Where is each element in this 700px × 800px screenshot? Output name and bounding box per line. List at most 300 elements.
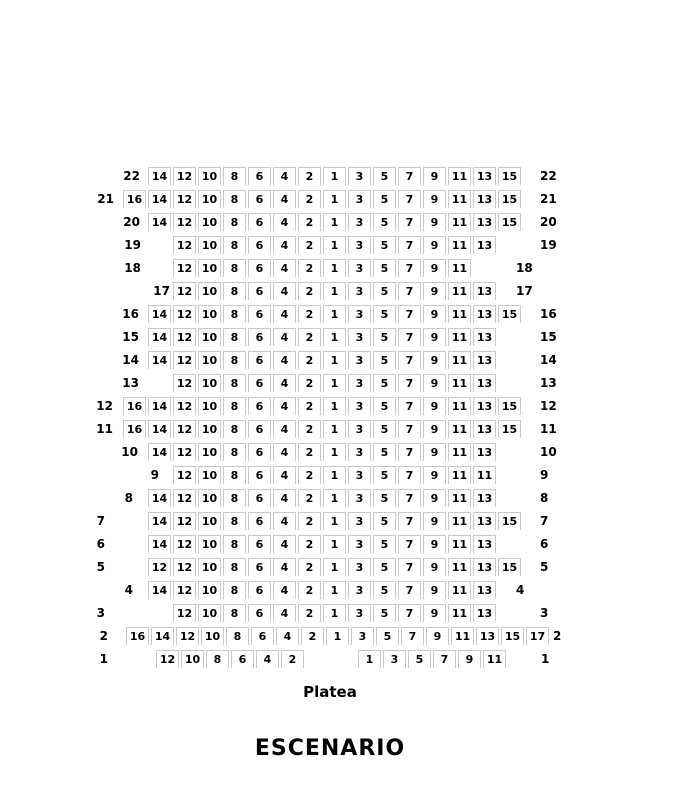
seat-row11-12[interactable]: 12 [173, 420, 196, 438]
seat-row12-15[interactable]: 15 [498, 397, 521, 415]
seat-row8-6[interactable]: 6 [248, 489, 271, 507]
seat-row11-5[interactable]: 5 [373, 420, 396, 438]
seat-row22-1[interactable]: 1 [323, 167, 346, 185]
seat-row18-2[interactable]: 2 [298, 259, 321, 277]
seat-row15-7[interactable]: 7 [398, 328, 421, 346]
seat-row9-5[interactable]: 5 [373, 466, 396, 484]
seat-row5-6[interactable]: 6 [248, 558, 271, 576]
seat-row17-2[interactable]: 2 [298, 282, 321, 300]
seat-row14-12[interactable]: 12 [173, 351, 196, 369]
seat-row21-6[interactable]: 6 [248, 190, 271, 208]
seat-row2-16[interactable]: 16 [126, 627, 149, 645]
seat-row22-12[interactable]: 12 [173, 167, 196, 185]
seat-row19-13[interactable]: 13 [473, 236, 496, 254]
seat-row8-8[interactable]: 8 [223, 489, 246, 507]
seat-row4-7[interactable]: 7 [398, 581, 421, 599]
seat-row5-14[interactable]: 12 [148, 558, 171, 576]
seat-row2-12[interactable]: 12 [176, 627, 199, 645]
seat-row2-9[interactable]: 9 [426, 627, 449, 645]
seat-row7-11[interactable]: 11 [448, 512, 471, 530]
seat-row3-12[interactable]: 12 [173, 604, 196, 622]
seat-row21-16[interactable]: 16 [123, 190, 146, 208]
seat-row2-7[interactable]: 7 [401, 627, 424, 645]
seat-row14-9[interactable]: 9 [423, 351, 446, 369]
seat-row21-7[interactable]: 7 [398, 190, 421, 208]
seat-row1-12[interactable]: 10 [181, 650, 204, 668]
seat-row15-13[interactable]: 13 [473, 328, 496, 346]
seat-row11-4[interactable]: 4 [273, 420, 296, 438]
seat-row13-4[interactable]: 4 [273, 374, 296, 392]
seat-row4-2[interactable]: 2 [298, 581, 321, 599]
seat-row13-1[interactable]: 1 [323, 374, 346, 392]
seat-row7-1[interactable]: 1 [323, 512, 346, 530]
seat-row8-3[interactable]: 3 [348, 489, 371, 507]
seat-row13-3[interactable]: 3 [348, 374, 371, 392]
seat-row9-1[interactable]: 1 [323, 466, 346, 484]
seat-row20-1[interactable]: 1 [323, 213, 346, 231]
seat-row3-9[interactable]: 9 [423, 604, 446, 622]
seat-row4-11[interactable]: 11 [448, 581, 471, 599]
seat-row12-9[interactable]: 9 [423, 397, 446, 415]
seat-row3-11[interactable]: 11 [448, 604, 471, 622]
seat-row14-6[interactable]: 6 [248, 351, 271, 369]
seat-row15-1[interactable]: 1 [323, 328, 346, 346]
seat-row20-12[interactable]: 12 [173, 213, 196, 231]
seat-row22-4[interactable]: 4 [273, 167, 296, 185]
seat-row20-2[interactable]: 2 [298, 213, 321, 231]
seat-row14-11[interactable]: 11 [448, 351, 471, 369]
seat-row5-8[interactable]: 8 [223, 558, 246, 576]
seat-row10-12[interactable]: 12 [173, 443, 196, 461]
seat-row6-5[interactable]: 5 [373, 535, 396, 553]
seat-row7-12[interactable]: 12 [173, 512, 196, 530]
seat-row6-8[interactable]: 8 [223, 535, 246, 553]
seat-row4-3[interactable]: 3 [348, 581, 371, 599]
seat-row9-13[interactable]: 11 [473, 466, 496, 484]
seat-row17-7[interactable]: 7 [398, 282, 421, 300]
seat-row22-5[interactable]: 5 [373, 167, 396, 185]
seat-row14-14[interactable]: 14 [148, 351, 171, 369]
seat-row18-10[interactable]: 10 [198, 259, 221, 277]
seat-row22-3[interactable]: 3 [348, 167, 371, 185]
seat-row4-6[interactable]: 6 [248, 581, 271, 599]
seat-row10-14[interactable]: 14 [148, 443, 171, 461]
seat-row19-1[interactable]: 1 [323, 236, 346, 254]
seat-row7-3[interactable]: 3 [348, 512, 371, 530]
seat-row1-13[interactable]: 11 [483, 650, 506, 668]
seat-row20-11[interactable]: 11 [448, 213, 471, 231]
seat-row15-8[interactable]: 8 [223, 328, 246, 346]
seat-row12-12[interactable]: 12 [173, 397, 196, 415]
seat-row4-1[interactable]: 1 [323, 581, 346, 599]
seat-row10-11[interactable]: 11 [448, 443, 471, 461]
seat-row3-3[interactable]: 3 [348, 604, 371, 622]
seat-row15-5[interactable]: 5 [373, 328, 396, 346]
seat-row10-10[interactable]: 10 [198, 443, 221, 461]
seat-row9-8[interactable]: 8 [223, 466, 246, 484]
seat-row1-11[interactable]: 9 [458, 650, 481, 668]
seat-row19-10[interactable]: 10 [198, 236, 221, 254]
seat-row18-7[interactable]: 7 [398, 259, 421, 277]
seat-row17-1[interactable]: 1 [323, 282, 346, 300]
seat-row20-13[interactable]: 13 [473, 213, 496, 231]
seat-row10-5[interactable]: 5 [373, 443, 396, 461]
seat-row3-4[interactable]: 4 [273, 604, 296, 622]
seat-row16-4[interactable]: 4 [273, 305, 296, 323]
seat-row11-11[interactable]: 11 [448, 420, 471, 438]
seat-row9-7[interactable]: 7 [398, 466, 421, 484]
seat-row22-7[interactable]: 7 [398, 167, 421, 185]
seat-row10-3[interactable]: 3 [348, 443, 371, 461]
seat-row6-12[interactable]: 12 [173, 535, 196, 553]
seat-row21-13[interactable]: 13 [473, 190, 496, 208]
seat-row12-4[interactable]: 4 [273, 397, 296, 415]
seat-row14-10[interactable]: 10 [198, 351, 221, 369]
seat-row4-5[interactable]: 5 [373, 581, 396, 599]
seat-row17-4[interactable]: 4 [273, 282, 296, 300]
seat-row15-9[interactable]: 9 [423, 328, 446, 346]
seat-row18-4[interactable]: 4 [273, 259, 296, 277]
seat-row17-13[interactable]: 13 [473, 282, 496, 300]
seat-row12-6[interactable]: 6 [248, 397, 271, 415]
seat-row6-10[interactable]: 10 [198, 535, 221, 553]
seat-row10-9[interactable]: 9 [423, 443, 446, 461]
seat-row9-11[interactable]: 11 [448, 466, 471, 484]
seat-row20-15[interactable]: 15 [498, 213, 521, 231]
seat-row18-5[interactable]: 5 [373, 259, 396, 277]
seat-row4-13[interactable]: 13 [473, 581, 496, 599]
seat-row14-2[interactable]: 2 [298, 351, 321, 369]
seat-row5-7[interactable]: 7 [398, 558, 421, 576]
seat-row5-9[interactable]: 9 [423, 558, 446, 576]
seat-row11-10[interactable]: 10 [198, 420, 221, 438]
seat-row3-10[interactable]: 10 [198, 604, 221, 622]
seat-row12-5[interactable]: 5 [373, 397, 396, 415]
seat-row2-13[interactable]: 13 [476, 627, 499, 645]
seat-row20-9[interactable]: 9 [423, 213, 446, 231]
seat-row2-4[interactable]: 4 [276, 627, 299, 645]
seat-row2-8[interactable]: 8 [226, 627, 249, 645]
seat-row11-9[interactable]: 9 [423, 420, 446, 438]
seat-row7-4[interactable]: 4 [273, 512, 296, 530]
seat-row12-11[interactable]: 11 [448, 397, 471, 415]
seat-row9-10[interactable]: 10 [198, 466, 221, 484]
seat-row11-16[interactable]: 16 [123, 420, 146, 438]
seat-row11-14[interactable]: 14 [148, 420, 171, 438]
seat-row1-6[interactable]: 4 [256, 650, 279, 668]
seat-row5-4[interactable]: 4 [273, 558, 296, 576]
seat-row19-8[interactable]: 8 [223, 236, 246, 254]
seat-row10-2[interactable]: 2 [298, 443, 321, 461]
seat-row12-8[interactable]: 8 [223, 397, 246, 415]
seat-row17-6[interactable]: 6 [248, 282, 271, 300]
seat-row21-4[interactable]: 4 [273, 190, 296, 208]
seat-row21-2[interactable]: 2 [298, 190, 321, 208]
seat-row20-4[interactable]: 4 [273, 213, 296, 231]
seat-row8-4[interactable]: 4 [273, 489, 296, 507]
seat-row8-10[interactable]: 10 [198, 489, 221, 507]
seat-row1-14[interactable]: 12 [156, 650, 179, 668]
seat-row7-9[interactable]: 9 [423, 512, 446, 530]
seat-row11-13[interactable]: 13 [473, 420, 496, 438]
seat-row13-11[interactable]: 11 [448, 374, 471, 392]
seat-row4-14[interactable]: 14 [148, 581, 171, 599]
seat-row16-12[interactable]: 12 [173, 305, 196, 323]
seat-row12-14[interactable]: 14 [148, 397, 171, 415]
seat-row16-10[interactable]: 10 [198, 305, 221, 323]
seat-row4-8[interactable]: 8 [223, 581, 246, 599]
seat-row11-2[interactable]: 2 [298, 420, 321, 438]
seat-row13-5[interactable]: 5 [373, 374, 396, 392]
seat-row19-4[interactable]: 4 [273, 236, 296, 254]
seat-row11-6[interactable]: 6 [248, 420, 271, 438]
seat-row5-15[interactable]: 15 [498, 558, 521, 576]
seat-row12-3[interactable]: 3 [348, 397, 371, 415]
seat-row17-5[interactable]: 5 [373, 282, 396, 300]
seat-row11-15[interactable]: 15 [498, 420, 521, 438]
seat-row2-14[interactable]: 14 [151, 627, 174, 645]
seat-row13-8[interactable]: 8 [223, 374, 246, 392]
seat-row21-14[interactable]: 14 [148, 190, 171, 208]
seat-row18-8[interactable]: 8 [223, 259, 246, 277]
seat-row4-10[interactable]: 10 [198, 581, 221, 599]
seat-row7-2[interactable]: 2 [298, 512, 321, 530]
seat-row19-9[interactable]: 9 [423, 236, 446, 254]
seat-row6-6[interactable]: 6 [248, 535, 271, 553]
seat-row1-4[interactable]: 2 [281, 650, 304, 668]
seat-row21-1[interactable]: 1 [323, 190, 346, 208]
seat-row13-2[interactable]: 2 [298, 374, 321, 392]
seat-row6-13[interactable]: 13 [473, 535, 496, 553]
seat-row17-11[interactable]: 11 [448, 282, 471, 300]
seat-row5-11[interactable]: 11 [448, 558, 471, 576]
seat-row12-1[interactable]: 1 [323, 397, 346, 415]
seat-row14-4[interactable]: 4 [273, 351, 296, 369]
seat-row2-6[interactable]: 6 [251, 627, 274, 645]
seat-row9-2[interactable]: 2 [298, 466, 321, 484]
seat-row9-12[interactable]: 12 [173, 466, 196, 484]
seat-row8-11[interactable]: 11 [448, 489, 471, 507]
seat-row18-6[interactable]: 6 [248, 259, 271, 277]
seat-row9-6[interactable]: 6 [248, 466, 271, 484]
seat-row14-1[interactable]: 1 [323, 351, 346, 369]
seat-row9-4[interactable]: 4 [273, 466, 296, 484]
seat-row19-5[interactable]: 5 [373, 236, 396, 254]
seat-row11-8[interactable]: 8 [223, 420, 246, 438]
seat-row19-2[interactable]: 2 [298, 236, 321, 254]
seat-row21-12[interactable]: 12 [173, 190, 196, 208]
seat-row18-11[interactable]: 11 [448, 259, 471, 277]
seat-row3-5[interactable]: 5 [373, 604, 396, 622]
seat-row15-11[interactable]: 11 [448, 328, 471, 346]
seat-row6-1[interactable]: 1 [323, 535, 346, 553]
seat-row22-15[interactable]: 15 [498, 167, 521, 185]
seat-row19-11[interactable]: 11 [448, 236, 471, 254]
seat-row16-9[interactable]: 9 [423, 305, 446, 323]
seat-row5-12[interactable]: 12 [173, 558, 196, 576]
seat-row5-13[interactable]: 13 [473, 558, 496, 576]
seat-row13-10[interactable]: 10 [198, 374, 221, 392]
seat-row1-9[interactable]: 7 [433, 650, 456, 668]
seat-row6-4[interactable]: 4 [273, 535, 296, 553]
seat-row12-7[interactable]: 7 [398, 397, 421, 415]
seat-row18-1[interactable]: 1 [323, 259, 346, 277]
seat-row7-13[interactable]: 13 [473, 512, 496, 530]
seat-row6-7[interactable]: 7 [398, 535, 421, 553]
seat-row22-6[interactable]: 6 [248, 167, 271, 185]
seat-row11-7[interactable]: 7 [398, 420, 421, 438]
seat-row22-9[interactable]: 9 [423, 167, 446, 185]
seat-row11-3[interactable]: 3 [348, 420, 371, 438]
seat-row10-8[interactable]: 8 [223, 443, 246, 461]
seat-row16-15[interactable]: 15 [498, 305, 521, 323]
seat-row20-8[interactable]: 8 [223, 213, 246, 231]
seat-row16-5[interactable]: 5 [373, 305, 396, 323]
seat-row3-13[interactable]: 13 [473, 604, 496, 622]
seat-row10-6[interactable]: 6 [248, 443, 271, 461]
seat-row5-5[interactable]: 5 [373, 558, 396, 576]
seat-row14-3[interactable]: 3 [348, 351, 371, 369]
seat-row13-7[interactable]: 7 [398, 374, 421, 392]
seat-row22-10[interactable]: 10 [198, 167, 221, 185]
seat-row4-9[interactable]: 9 [423, 581, 446, 599]
seat-row14-7[interactable]: 7 [398, 351, 421, 369]
seat-row19-12[interactable]: 12 [173, 236, 196, 254]
seat-row14-5[interactable]: 5 [373, 351, 396, 369]
seat-row18-3[interactable]: 3 [348, 259, 371, 277]
seat-row14-13[interactable]: 13 [473, 351, 496, 369]
seat-row15-3[interactable]: 3 [348, 328, 371, 346]
seat-row2-3[interactable]: 3 [351, 627, 374, 645]
seat-row12-10[interactable]: 10 [198, 397, 221, 415]
seat-row8-7[interactable]: 7 [398, 489, 421, 507]
seat-row21-3[interactable]: 3 [348, 190, 371, 208]
seat-row7-7[interactable]: 7 [398, 512, 421, 530]
seat-row17-12[interactable]: 12 [173, 282, 196, 300]
seat-row22-8[interactable]: 8 [223, 167, 246, 185]
seat-row2-2[interactable]: 2 [301, 627, 324, 645]
seat-row2-17[interactable]: 17 [526, 627, 549, 645]
seat-row6-11[interactable]: 11 [448, 535, 471, 553]
seat-row15-12[interactable]: 12 [173, 328, 196, 346]
seat-row14-8[interactable]: 8 [223, 351, 246, 369]
seat-row8-13[interactable]: 13 [473, 489, 496, 507]
seat-row3-6[interactable]: 6 [248, 604, 271, 622]
seat-row21-9[interactable]: 9 [423, 190, 446, 208]
seat-row3-7[interactable]: 7 [398, 604, 421, 622]
seat-row20-7[interactable]: 7 [398, 213, 421, 231]
seat-row12-2[interactable]: 2 [298, 397, 321, 415]
seat-row8-14[interactable]: 14 [148, 489, 171, 507]
seat-row18-9[interactable]: 9 [423, 259, 446, 277]
seat-row6-3[interactable]: 3 [348, 535, 371, 553]
seat-row20-6[interactable]: 6 [248, 213, 271, 231]
seat-row22-13[interactable]: 13 [473, 167, 496, 185]
seat-row7-6[interactable]: 6 [248, 512, 271, 530]
seat-row8-9[interactable]: 9 [423, 489, 446, 507]
seat-row10-7[interactable]: 7 [398, 443, 421, 461]
seat-row20-14[interactable]: 14 [148, 213, 171, 231]
seat-row13-6[interactable]: 6 [248, 374, 271, 392]
seat-row1-5[interactable]: 3 [383, 650, 406, 668]
seat-row20-10[interactable]: 10 [198, 213, 221, 231]
seat-row17-3[interactable]: 3 [348, 282, 371, 300]
seat-row10-13[interactable]: 13 [473, 443, 496, 461]
seat-row16-13[interactable]: 13 [473, 305, 496, 323]
seat-row1-3[interactable]: 1 [358, 650, 381, 668]
seat-row13-9[interactable]: 9 [423, 374, 446, 392]
seat-row12-13[interactable]: 13 [473, 397, 496, 415]
seat-row2-11[interactable]: 11 [451, 627, 474, 645]
seat-row20-3[interactable]: 3 [348, 213, 371, 231]
seat-row1-7[interactable]: 5 [408, 650, 431, 668]
seat-row5-10[interactable]: 10 [198, 558, 221, 576]
seat-row15-10[interactable]: 10 [198, 328, 221, 346]
seat-row22-11[interactable]: 11 [448, 167, 471, 185]
seat-row7-14[interactable]: 14 [148, 512, 171, 530]
seat-row8-1[interactable]: 1 [323, 489, 346, 507]
seat-row7-15[interactable]: 15 [498, 512, 521, 530]
seat-row10-1[interactable]: 1 [323, 443, 346, 461]
seat-row19-7[interactable]: 7 [398, 236, 421, 254]
seat-row5-1[interactable]: 1 [323, 558, 346, 576]
seat-row16-2[interactable]: 2 [298, 305, 321, 323]
seat-row6-14[interactable]: 14 [148, 535, 171, 553]
seat-row2-1[interactable]: 1 [326, 627, 349, 645]
seat-row4-4[interactable]: 4 [273, 581, 296, 599]
seat-row5-2[interactable]: 2 [298, 558, 321, 576]
seat-row21-10[interactable]: 10 [198, 190, 221, 208]
seat-row21-5[interactable]: 5 [373, 190, 396, 208]
seat-row9-3[interactable]: 3 [348, 466, 371, 484]
seat-row15-14[interactable]: 14 [148, 328, 171, 346]
seat-row16-3[interactable]: 3 [348, 305, 371, 323]
seat-row5-3[interactable]: 3 [348, 558, 371, 576]
seat-row22-14[interactable]: 14 [148, 167, 171, 185]
seat-row2-10[interactable]: 10 [201, 627, 224, 645]
seat-row18-12[interactable]: 12 [173, 259, 196, 277]
seat-row3-8[interactable]: 8 [223, 604, 246, 622]
seat-row6-2[interactable]: 2 [298, 535, 321, 553]
seat-row21-11[interactable]: 11 [448, 190, 471, 208]
seat-row19-3[interactable]: 3 [348, 236, 371, 254]
seat-row8-2[interactable]: 2 [298, 489, 321, 507]
seat-row11-1[interactable]: 1 [323, 420, 346, 438]
seat-row2-5[interactable]: 5 [376, 627, 399, 645]
seat-row13-12[interactable]: 12 [173, 374, 196, 392]
seat-row7-5[interactable]: 5 [373, 512, 396, 530]
seat-row20-5[interactable]: 5 [373, 213, 396, 231]
seat-row16-8[interactable]: 8 [223, 305, 246, 323]
seat-row1-8[interactable]: 6 [231, 650, 254, 668]
seat-row19-6[interactable]: 6 [248, 236, 271, 254]
seat-row8-12[interactable]: 12 [173, 489, 196, 507]
seat-row13-13[interactable]: 13 [473, 374, 496, 392]
seat-row21-8[interactable]: 8 [223, 190, 246, 208]
seat-row10-4[interactable]: 4 [273, 443, 296, 461]
seat-row15-6[interactable]: 6 [248, 328, 271, 346]
seat-row4-12[interactable]: 12 [173, 581, 196, 599]
seat-row12-16[interactable]: 16 [123, 397, 146, 415]
seat-row17-9[interactable]: 9 [423, 282, 446, 300]
seat-row2-15[interactable]: 15 [501, 627, 524, 645]
seat-row16-6[interactable]: 6 [248, 305, 271, 323]
seat-row8-5[interactable]: 5 [373, 489, 396, 507]
seat-row3-2[interactable]: 2 [298, 604, 321, 622]
seat-row16-7[interactable]: 7 [398, 305, 421, 323]
seat-row17-10[interactable]: 10 [198, 282, 221, 300]
seat-row1-10[interactable]: 8 [206, 650, 229, 668]
